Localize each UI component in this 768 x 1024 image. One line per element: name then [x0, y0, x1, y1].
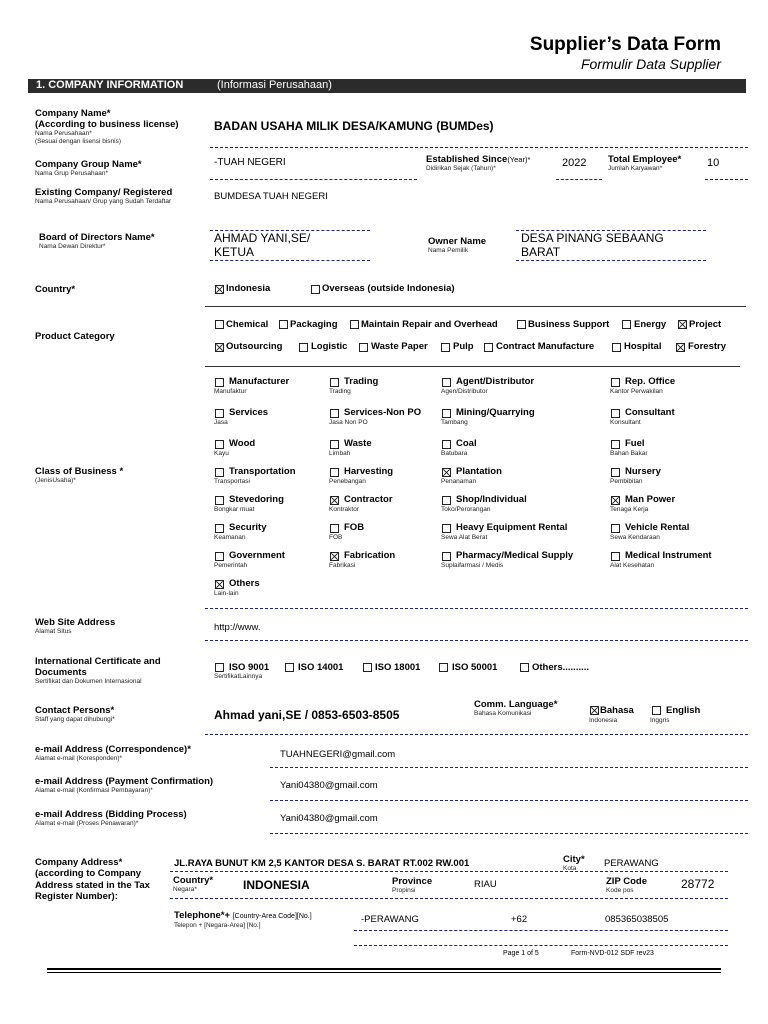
employees-value[interactable]: 10 — [707, 157, 720, 169]
section-header-bar — [28, 79, 746, 93]
business-option-sub: Keamanan — [214, 534, 246, 541]
address-row2-underline — [170, 898, 728, 899]
zip-value[interactable]: 28772 — [681, 877, 715, 891]
business-option-sub: Batubara — [441, 450, 468, 457]
business-checkbox[interactable] — [442, 524, 451, 533]
board-underline — [210, 260, 370, 261]
cert-iso9001-checkbox[interactable] — [215, 663, 224, 672]
owner-label: Owner Name — [428, 236, 487, 247]
telephone-sub: Telepon + [Negara-Area] [No.] — [174, 922, 261, 929]
owner-value-1[interactable]: DESA PINANG SEBAANG — [521, 231, 664, 245]
category-mro-checkbox[interactable] — [350, 320, 359, 329]
business-checkbox[interactable] — [442, 552, 451, 561]
established-label-suffix: (Year)* — [507, 155, 531, 164]
business-option-label: Security — [229, 522, 267, 533]
telephone-label-text: Telephone*+ — [174, 910, 231, 921]
business-option-sub: FOB — [329, 534, 343, 541]
category-waste-paper-checkbox[interactable] — [359, 343, 368, 352]
cert-iso14001-label: ISO 14001 — [298, 662, 344, 673]
business-checkbox[interactable] — [611, 468, 620, 477]
business-option-sub: Kontraktor — [329, 506, 359, 513]
footer-rule — [47, 968, 721, 970]
country-addr-sub: Negara* — [173, 886, 197, 893]
email-corr-underline — [270, 767, 748, 768]
certificates-label-2: Documents — [35, 667, 87, 678]
company-name-underline — [210, 147, 748, 148]
telephone-label — [174, 910, 312, 922]
category-outsourcing-label: Outsourcing — [226, 341, 283, 352]
business-option-label: Harvesting — [344, 466, 394, 477]
business-checkbox[interactable] — [442, 378, 451, 387]
email-pay-underline — [270, 800, 748, 801]
business-option-label: Coal — [456, 438, 477, 449]
telephone-underline-2 — [354, 945, 728, 946]
form-title: Supplier’s Data Form — [529, 34, 721, 55]
category-outsourcing-checkbox[interactable] — [215, 343, 224, 352]
business-option-sub: Bahan Bakar — [610, 450, 648, 457]
category-energy-checkbox[interactable] — [622, 320, 631, 329]
category-business-support-checkbox[interactable] — [517, 320, 526, 329]
business-option-sub: Jasa Non PO — [329, 419, 368, 426]
owner-sub: Nama Pemilik — [428, 247, 469, 254]
business-option-label: Nursery — [625, 466, 661, 477]
telephone-underline — [354, 930, 728, 931]
business-option-label: Trading — [344, 376, 379, 387]
business-option-sub: Alat Kesehatan — [610, 562, 655, 569]
certificates-sub: Sertifikat dan Dokumen Internasional — [35, 678, 142, 685]
business-option-label: Agent/Distributor — [456, 376, 535, 387]
business-option-label: Shop/Individual — [456, 494, 527, 505]
business-option-label: Fuel — [625, 438, 645, 449]
cert-iso9001-label: ISO 9001 — [229, 662, 270, 673]
business-option-sub: Kantor Perwakilan — [610, 388, 663, 395]
business-option-sub: Kayu — [214, 450, 229, 457]
email-corr-sub: Alamat e-mail (Koresponden)* — [35, 755, 123, 762]
address-label-3: Address stated in the Tax — [35, 880, 150, 891]
business-option-label: Mining/Quarrying — [456, 407, 535, 418]
email-corr-value[interactable]: TUAHNEGERI@gmail.com — [280, 749, 396, 760]
business-option-sub: Trading — [329, 388, 351, 395]
business-checkbox[interactable] — [215, 378, 224, 387]
form-subtitle: Formulir Data Supplier — [580, 56, 721, 72]
business-option-sub: Tenaga Kerja — [610, 506, 649, 513]
established-sub: Didirikan Sejak (Tahun)* — [426, 165, 496, 172]
category-packaging-checkbox[interactable] — [279, 320, 288, 329]
email-pay-value[interactable]: Yani04380@gmail.com — [280, 780, 378, 791]
business-checkbox[interactable] — [215, 524, 224, 533]
section-number-title: 1. COMPANY INFORMATION — [36, 79, 184, 91]
business-option-label: Waste — [344, 438, 372, 449]
language-bahasa-checkbox[interactable] — [590, 706, 599, 715]
language-english-checkbox[interactable] — [652, 706, 661, 715]
zip-sub: Kode pos — [606, 887, 634, 894]
board-sub: Nama Dewan Direktur* — [39, 243, 106, 250]
address-underline — [170, 871, 728, 872]
telephone-number[interactable]: 085365038505 — [605, 914, 669, 925]
business-option-sub: Pemerintah — [214, 562, 248, 569]
business-option-sub: Jasa — [214, 419, 228, 426]
cert-others-checkbox[interactable] — [520, 663, 529, 672]
website-sub: Alamat Situs — [35, 628, 72, 635]
business-checkbox[interactable] — [442, 440, 451, 449]
category-waste-paper-label: Waste Paper — [371, 341, 428, 352]
email-bid-sub: Alamat e-mail (Proses Penawaran)* — [35, 820, 139, 827]
business-option-sub: Bongkar muat — [214, 506, 255, 513]
product-category-label: Product Category — [35, 331, 115, 342]
business-option-label: Medical Instrument — [625, 550, 712, 561]
category-divider — [205, 366, 740, 367]
company-name-label: Company Name* — [35, 108, 111, 119]
category-business-support-label: Business Support — [528, 319, 610, 330]
business-checkbox[interactable] — [442, 496, 451, 505]
existing-company-sub: Nama Perusahaan/ Grup yang Sudah Terdaftar — [35, 198, 172, 205]
business-option-sub: Pembibitan — [610, 478, 643, 485]
company-name-sub: Nama Perusahaan* — [35, 130, 92, 137]
business-option-label: Vehicle Rental — [625, 522, 690, 533]
contact-sub: Staff yang dapat dihubungi* — [35, 716, 115, 723]
cert-iso14001-checkbox[interactable] — [285, 663, 294, 672]
business-checkbox[interactable] — [330, 378, 339, 387]
cert-iso18001-checkbox[interactable] — [363, 663, 372, 672]
business-checkbox[interactable] — [330, 440, 339, 449]
language-english-sub: Inggris — [650, 717, 670, 724]
category-packaging-label: Packaging — [290, 319, 338, 330]
country-overseas-label: Overseas (outside Indonesia) — [322, 283, 455, 294]
address-value[interactable]: JL.RAYA BUNUT KM 2,5 KANTOR DESA S. BARAT RT.002 RW.001 — [174, 858, 470, 869]
business-checkbox[interactable] — [330, 496, 339, 505]
city-label: City* — [563, 854, 585, 865]
business-checkbox[interactable] — [330, 552, 339, 561]
business-option-sub: Tambang — [441, 419, 468, 426]
business-option-label: Others — [229, 578, 260, 589]
zip-label: ZIP Code — [606, 876, 647, 887]
business-option-sub: Limbah — [329, 450, 351, 457]
category-logistic-checkbox[interactable] — [299, 343, 308, 352]
business-option-sub: Transportasi — [214, 478, 250, 485]
section-title-id: (Informasi Perusahaan) — [217, 79, 332, 91]
category-project-label: Project — [689, 319, 722, 330]
existing-company-label: Existing Company/ Registered — [35, 187, 173, 198]
business-checkbox[interactable] — [611, 378, 620, 387]
established-underline — [556, 179, 602, 180]
company-group-underline — [210, 179, 417, 180]
cert-iso18001-label: ISO 18001 — [375, 662, 421, 673]
business-checkbox[interactable] — [215, 409, 224, 418]
business-option-label: Pharmacy/Medical Supply — [456, 550, 574, 561]
language-bahasa-label: Bahasa — [600, 705, 634, 716]
category-logistic-label: Logistic — [311, 341, 348, 352]
business-checkbox[interactable] — [611, 409, 620, 418]
business-checkbox[interactable] — [330, 409, 339, 418]
city-sub: Kota — [563, 865, 577, 872]
business-option-sub: Agen/Distributor — [441, 388, 488, 395]
business-option-label: Rep. Office — [625, 376, 676, 387]
cert-iso50001-label: ISO 50001 — [452, 662, 498, 673]
category-energy-label: Energy — [634, 319, 667, 330]
country-addr-value[interactable]: INDONESIA — [243, 878, 310, 892]
employees-underline — [705, 179, 748, 180]
footer-rule-thin — [47, 972, 721, 973]
owner-underline — [516, 260, 706, 261]
address-label-2: (according to Company — [35, 868, 142, 879]
established-label — [426, 154, 530, 165]
business-checkbox[interactable] — [215, 496, 224, 505]
telephone-country-code[interactable]: +62 — [511, 914, 528, 925]
board-value-2[interactable]: KETUA — [214, 245, 255, 259]
business-checkbox[interactable] — [611, 440, 620, 449]
country-indonesia-label: Indonesia — [226, 283, 271, 294]
company-group-sub: Nama Grup Perusahaan* — [35, 170, 108, 177]
province-label: Province — [392, 876, 433, 887]
category-mro-label: Maintain Repair and Overhead — [361, 319, 498, 330]
email-pay-sub: Alamat e-mail (Konfirmasi Pembayaran)* — [35, 787, 153, 794]
category-project-checkbox[interactable] — [678, 320, 687, 329]
email-bid-value[interactable]: Yani04380@gmail.com — [280, 813, 378, 824]
telephone-label-suffix: [Country-Area Code][No.] — [232, 913, 312, 920]
address-label-4: Register Number): — [35, 891, 118, 902]
business-checkbox[interactable] — [215, 580, 224, 589]
business-checkbox[interactable] — [215, 552, 224, 561]
telephone-area-value[interactable]: -PERAWANG — [361, 914, 419, 925]
country-divider — [205, 306, 746, 307]
owner-value-2[interactable]: BARAT — [521, 245, 561, 259]
email-corr-label: e-mail Address (Correspondence)* — [35, 744, 191, 755]
business-option-label: Manufacturer — [229, 376, 290, 387]
address-label: Company Address* — [35, 857, 123, 868]
email-bid-underline — [270, 833, 748, 834]
province-sub: Propinsi — [392, 887, 416, 894]
business-option-sub: Sewa Kendaraan — [610, 534, 660, 541]
class-of-business-underline — [205, 608, 748, 609]
website-label: Web Site Address — [35, 617, 116, 628]
class-of-business-sub: (JenisUsaha)* — [35, 477, 76, 484]
business-option-sub: Lain-lain — [214, 590, 239, 597]
business-checkbox[interactable] — [215, 440, 224, 449]
category-hospital-label: Hospital — [624, 341, 662, 352]
business-option-sub: Toko/Perorangan — [441, 506, 491, 513]
business-checkbox[interactable] — [442, 468, 451, 477]
country-overseas-checkbox[interactable] — [311, 285, 320, 294]
category-chemical-label: Chemical — [226, 319, 269, 330]
form-code: Form-NVD-012 SDF rev23 — [571, 950, 654, 957]
established-value[interactable]: 2022 — [562, 157, 587, 169]
business-option-sub: Fabrikasi — [329, 562, 356, 569]
business-option-label: Government — [229, 550, 285, 561]
business-option-sub: Konsultant — [610, 419, 641, 426]
business-option-label: Contractor — [344, 494, 393, 505]
category-forestry-checkbox[interactable] — [676, 343, 685, 352]
language-label: Comm. Language* — [474, 699, 558, 710]
business-checkbox[interactable] — [442, 409, 451, 418]
business-option-label: Heavy Equipment Rental — [456, 522, 568, 533]
city-value[interactable]: PERAWANG — [604, 858, 659, 869]
cert-others-label: Others.......... — [532, 662, 590, 673]
business-option-label: Consultant — [625, 407, 675, 418]
existing-company-value[interactable]: BUMDESA TUAH NEGERI — [214, 191, 328, 202]
category-hospital-checkbox[interactable] — [612, 343, 621, 352]
category-forestry-label: Forestry — [688, 341, 727, 352]
category-contract-manufacture-label: Contract Manufacture — [496, 341, 595, 352]
business-option-sub: Penebangan — [329, 478, 366, 485]
category-pulp-label: Pulp — [453, 341, 474, 352]
company-name-label-2: (According to business license) — [35, 119, 179, 130]
province-value[interactable]: RIAU — [474, 879, 497, 890]
company-group-label: Company Group Name* — [35, 159, 142, 170]
business-option-sub: Manufaktur — [214, 388, 247, 395]
cert-others-sub: SertifikatLainnya — [214, 673, 263, 680]
contact-label: Contact Persons* — [35, 705, 115, 716]
website-value[interactable]: http://www. — [214, 622, 261, 633]
business-checkbox[interactable] — [330, 524, 339, 533]
business-option-label: Wood — [229, 438, 256, 449]
country-indonesia-checkbox[interactable] — [215, 285, 224, 294]
business-checkbox[interactable] — [215, 468, 224, 477]
business-checkbox[interactable] — [611, 524, 620, 533]
business-option-label: Man Power — [625, 494, 676, 505]
page-number: Page 1 of 5 — [503, 950, 539, 957]
language-bahasa-sub: Indonesia — [589, 717, 618, 724]
business-option-sub: Penanaman — [441, 478, 477, 485]
business-option-label: Services-Non PO — [344, 407, 422, 418]
business-option-label: FOB — [344, 522, 365, 533]
business-option-label: Services — [229, 407, 269, 418]
business-checkbox[interactable] — [611, 552, 620, 561]
business-option-label: Stevedoring — [229, 494, 284, 505]
company-name-sub-2: (Sesuai dengan lisensi bisnis) — [35, 138, 121, 145]
contact-underline — [205, 734, 748, 735]
board-value-1[interactable]: AHMAD YANI,SE/ — [214, 231, 311, 245]
cert-iso50001-checkbox[interactable] — [439, 663, 448, 672]
country-addr-label: Country* — [173, 875, 214, 886]
established-label-text: Established Since — [426, 154, 508, 165]
business-option-sub: Suplaifarmasi / Medis — [441, 562, 504, 569]
email-pay-label: e-mail Address (Payment Confirmation) — [35, 776, 214, 787]
language-english-label: English — [666, 705, 701, 716]
employees-label: Total Employee* — [608, 154, 682, 165]
category-chemical-checkbox[interactable] — [215, 320, 224, 329]
business-checkbox[interactable] — [611, 496, 620, 505]
language-sub: Bahasa Komunikasi — [474, 710, 532, 717]
company-name-value[interactable]: BADAN USAHA MILIK DESA/KAMUNG (BUMDes) — [214, 119, 494, 133]
category-contract-manufacture-checkbox[interactable] — [484, 343, 493, 352]
country-label: Country* — [35, 284, 76, 295]
website-underline — [205, 640, 748, 641]
business-option-label: Fabrication — [344, 550, 396, 561]
category-pulp-checkbox[interactable] — [441, 343, 450, 352]
certificates-label: International Certificate and — [35, 656, 161, 667]
business-option-label: Plantation — [456, 466, 502, 477]
employees-sub: Jumlah Karyawan* — [608, 165, 663, 172]
class-of-business-label: Class of Business * — [35, 466, 124, 477]
board-label: Board of Directors Name* — [39, 232, 155, 243]
email-bid-label: e-mail Address (Bidding Process) — [35, 809, 187, 820]
contact-value[interactable]: Ahmad yani,SE / 0853-6503-8505 — [214, 708, 400, 722]
business-option-label: Transportation — [229, 466, 296, 477]
business-checkbox[interactable] — [330, 468, 339, 477]
business-option-sub: Sewa Alat Berat — [441, 534, 488, 541]
company-group-value[interactable]: -TUAH NEGERI — [214, 157, 286, 168]
